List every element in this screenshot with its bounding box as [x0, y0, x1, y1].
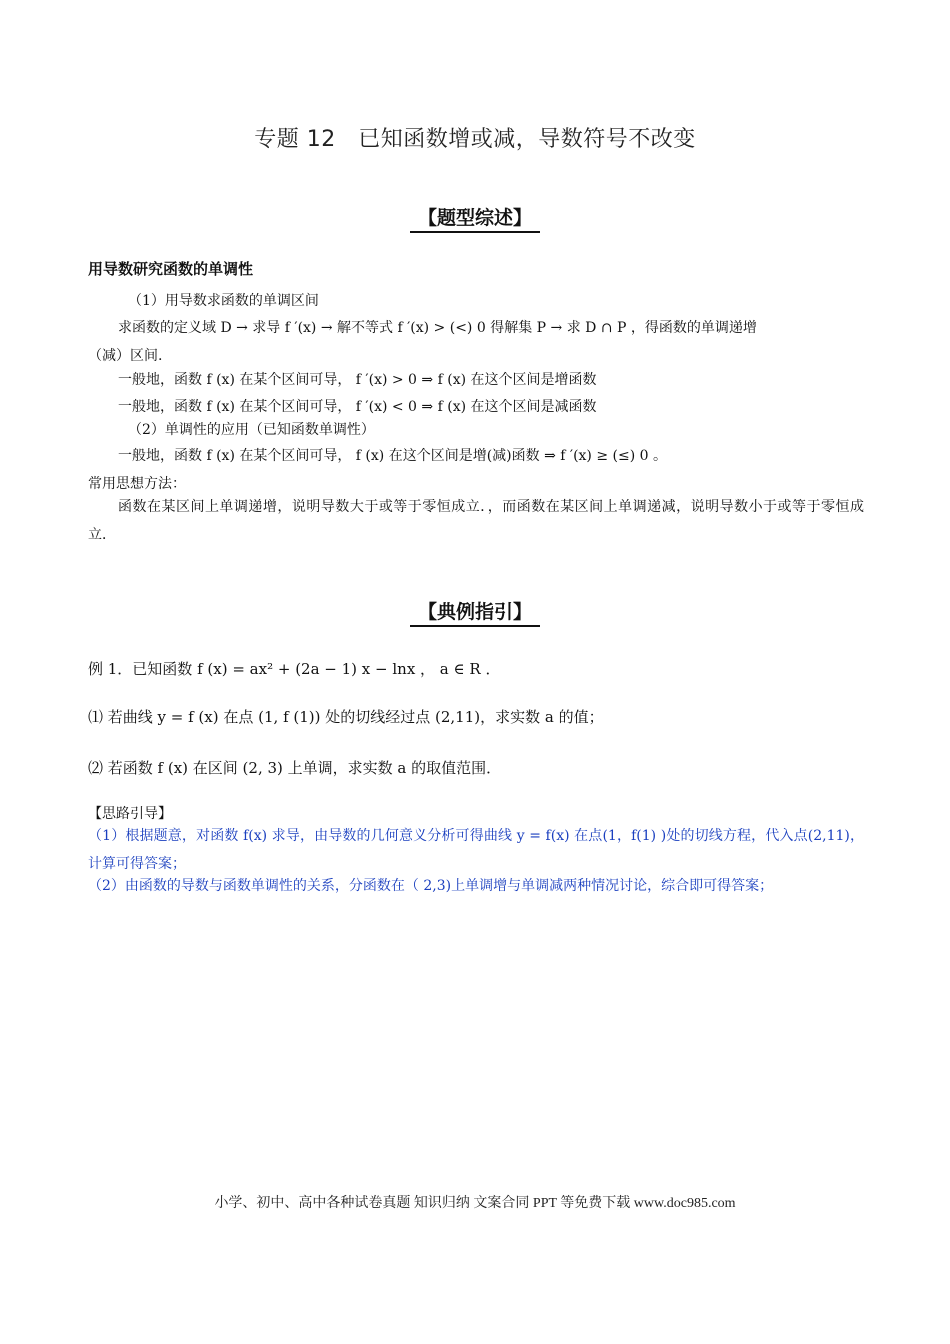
item2-heading: （2）单调性的应用（已知函数单调性）: [128, 422, 375, 438]
subtitle-monotonicity: 用导数研究函数的单调性: [88, 260, 254, 278]
section-heading-overview: [0, 203, 950, 233]
item2-line: 一般地，函数 f (x) 在某个区间可导， f (x) 在这个区间是增(减)函数 ⇒ f ′(x) ≥ (≤) 0 。: [118, 448, 667, 464]
example-1-question-1: ⑴ 若曲线 y = f (x) 在点 (1, f (1)) 处的切线经过点 (2,11)，求实数 a 的值；: [88, 708, 604, 726]
example-1-intro: 例 1．已知函数 f (x) = ax² + (2a − 1) x − lnx ， a ∈ R ．: [88, 660, 501, 678]
hint-heading: 【思路引导】: [88, 806, 172, 822]
hint-part-2: （2）由函数的导数与函数单调性的关系，分函数在（ 2,3)上单调增与单调减两种情况讨论，综合即可得答案；: [88, 878, 774, 894]
rule-decreasing: 一般地，函数 f (x) 在某个区间可导， f ′(x) < 0 ⇒ f (x) 在这个区间是减函数: [118, 399, 597, 415]
section-heading-examples: [0, 597, 950, 627]
item1-heading: （1）用导数求函数的单调区间: [128, 293, 319, 309]
item1-line1: 求函数的定义域 D → 求导 f ′(x) → 解不等式 f ′(x) > (<) 0 得解集 P → 求 D ∩ P ，得函数的单调递增: [118, 320, 757, 336]
item1-line2: （减）区间.: [88, 348, 163, 364]
methods-heading: 常用思想方法：: [88, 476, 186, 492]
section-heading-examples-text: 【典例指引】: [410, 597, 540, 627]
document-title: 专题 12 已知函数增或减，导数符号不改变: [254, 127, 696, 152]
section-heading-overview-text: 【题型综述】: [410, 203, 540, 233]
example-1-question-2: ⑵ 若函数 f (x) 在区间 (2, 3) 上单调，求实数 a 的取值范围．: [88, 759, 502, 777]
hint-part-1: （1）根据题意，对函数 f(x) 求导，由导数的几何意义分析可得曲线 y = f(x) 在点(1，f(1) )处的切线方程，代入点(2,11)，计算可得答案；: [88, 828, 864, 872]
rule-increasing: 一般地，函数 f (x) 在某个区间可导， f ′(x) > 0 ⇒ f (x) 在这个区间是增函数: [118, 372, 597, 388]
footer-text: 小学、初中、高中各种试卷真题 知识归纳 文案合同 PPT 等免费下载 www.doc985.com: [214, 1196, 736, 1211]
methods-paragraph: 函数在某区间上单调递增，说明导数大于或等于零恒成立．，而函数在某区间上单调递减，说明导数小于或等于零恒成立．: [88, 499, 864, 543]
